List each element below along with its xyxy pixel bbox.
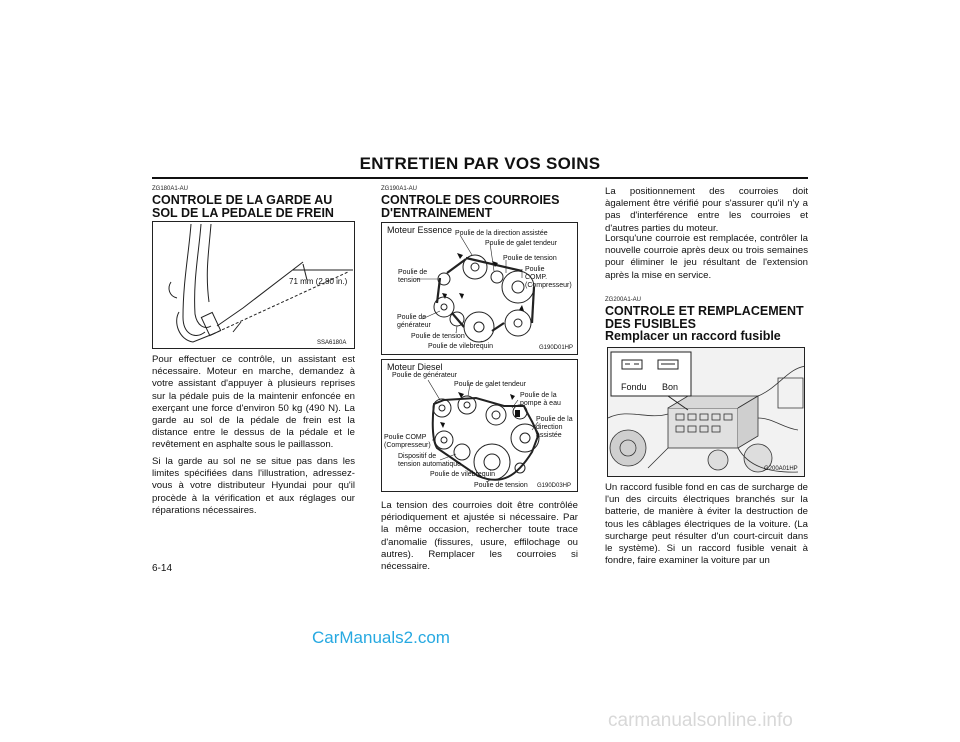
essence-label-comp: Poulie COMP. (Compresseur)	[525, 266, 572, 289]
right-paragraph-3: Un raccord fusible fond en cas de surcharge de l'un des circuits électriques branchés sur la batterie, de manière à éviter la destruction de tous les câblages électriques de la voiture. (La surcharge peut résulter d'un court-circuit dans le système). Si un raccord fusible venait à fondre, faire examiner la voiture par un	[605, 482, 808, 567]
page-number: 6-14	[152, 563, 173, 574]
fuse-label-bon: Bon	[662, 382, 679, 392]
diesel-figure-title: Moteur Diesel	[387, 362, 443, 372]
diesel-label-dispositif: Dispositif de tension automatique	[398, 453, 462, 468]
fuse-engine-illustration	[608, 348, 805, 477]
watermark-left: CarManuals2.com	[312, 628, 450, 647]
essence-belt-figure	[381, 222, 578, 355]
left-heading: CONTROLE DE LA GARDE AU SOL DE LA PEDALE DE FREIN	[152, 193, 334, 220]
essence-label-generateur: Poulie de générateur	[397, 314, 431, 329]
diesel-figure-code: G190D03HP	[537, 483, 572, 489]
essence-label-galet: Poulie de galet tendeur	[485, 240, 557, 247]
right-subheading: Remplacer un raccord fusible	[605, 329, 781, 343]
essence-figure-code: G190D01HP	[539, 345, 574, 351]
brake-pedal-figure	[152, 221, 355, 349]
essence-label-tension-right: Poulie de tension	[503, 255, 557, 262]
left-paragraph-1: Pour effectuer ce contrôle, un assistant est nécessaire. Moteur en marche, demandez à votre assistant d'appuyer à plusieurs reprises sur la pédale puis de la maintenir enfoncée en exerçant une force d'environ 50 kg (490 N). La garde au sol de la pédale de frein est la distance entre le dessus de la pédale et le revêtement en asphalte sous le paillasson.	[152, 354, 355, 451]
essence-label-tension-bottom: Poulie de tension	[411, 333, 465, 340]
watermark-right: carmanualsonline.info	[608, 710, 793, 731]
pedal-figure-code: SSA6180A	[317, 340, 347, 346]
diesel-label-generateur: Poulie de générateur	[392, 372, 457, 379]
fuse-label-fondu: Fondu	[621, 382, 647, 392]
right-paragraph-1: La positionnement des courroies doit àgalement être vérifié pour s'assurer qu'il n'y a pas d'interférence entre les courroies et d'autres parties du moteur.	[605, 186, 808, 234]
essence-label-vilebrequin: Poulie de vilebrequin	[428, 343, 493, 350]
essence-figure-title: Moteur Essence	[387, 225, 453, 235]
essence-label-tension-left: Poulie de tension	[398, 269, 428, 284]
pedal-measure-label: 71 mm (2,80 in.)	[289, 277, 348, 286]
right-heading: CONTROLE ET REMPLACEMENT DES FUSIBLES	[605, 304, 804, 331]
diesel-label-comp: Poulie COMP (Compresseur)	[384, 434, 431, 449]
diesel-label-tension: Poulie de tension	[474, 482, 528, 489]
fuse-figure-code: G200A01HP	[764, 466, 798, 472]
header-rule	[152, 177, 808, 179]
left-section-code: ZG180A1-AU	[152, 186, 189, 192]
fuse-figure	[607, 347, 805, 477]
middle-heading: CONTROLE DES COURROIES D'ENTRAINEMENT	[381, 193, 560, 220]
diesel-label-galet: Poulie de galet tendeur	[454, 381, 526, 388]
right-paragraph-2: Lorsqu'une courroie est remplacée, contrôler la nouvelle courroie après deux ou trois semaines pour éliminer le jeu résultant de l'extension après la mise en service.	[605, 233, 808, 281]
middle-section-code: ZG190A1-AU	[381, 186, 418, 192]
diesel-label-pompe: Poulie de la pompe à eau	[520, 392, 561, 407]
diesel-belt-figure	[381, 359, 578, 492]
left-paragraph-2: Si la garde au sol ne se situe pas dans les limites spécifiées dans l'illustration, adressez-vous à votre distributeur Hyundai pour qu'il procède à la vérification et aux réglages our réparations nécessaires.	[152, 456, 355, 516]
diesel-label-direction: Poulie de la direction assistée	[536, 416, 573, 439]
page-title: ENTRETIEN PAR VOS SOINS	[359, 154, 601, 173]
essence-label-direction: Poulie de la direction assistée	[455, 230, 548, 237]
diesel-label-vilebrequin: Poulie de vilebrequin	[430, 471, 495, 478]
middle-paragraph: La tension des courroies doit être contrôlée périodiquement et ajustée si nécessaire. Par la même occasion, rechercher toute trace d'anomalie (fissures, usure, effilochage ou autres). Remplacer les courroies si nécessaire.	[381, 500, 578, 573]
right-section-code: ZG200A1-AU	[605, 297, 642, 303]
